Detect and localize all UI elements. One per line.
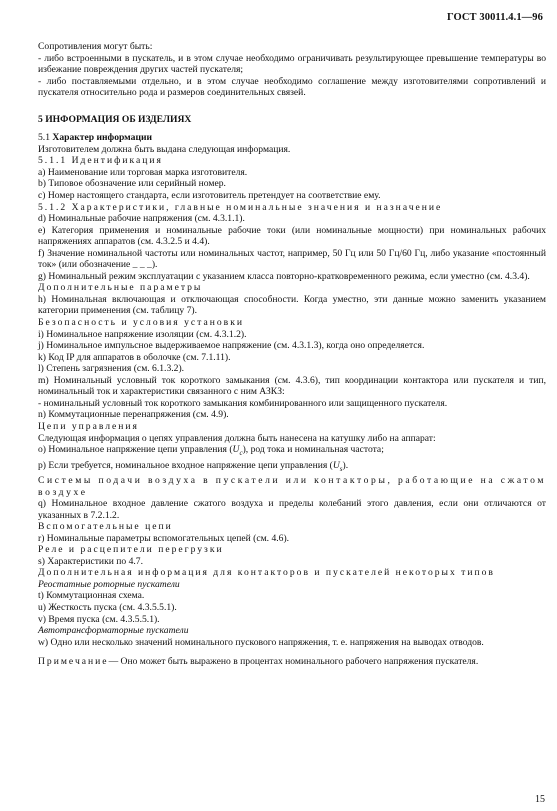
- subsection-number: 5.1: [38, 132, 50, 144]
- list-item: h) Номинальная включающая и отключающая способности. Когда уместно, эти данные можно заменить указанием категории применения (см. таблицу 7).: [38, 293, 546, 317]
- list-item: r) Номинальные параметры вспомогательных цепей (см. 4.6).: [38, 532, 290, 544]
- note: [38, 656, 546, 668]
- text-run: о) Номинальное напряжение цепи управления (: [38, 444, 233, 456]
- list-item: s) Характеристики по 4.7.: [38, 555, 143, 567]
- list-item: n) Коммутационные перенапряжения (см. 4.9).: [38, 409, 229, 421]
- text-run: ), род тока и номинальная частота;: [242, 444, 384, 456]
- list-item: l) Степень загрязнения (см. 6.1.3.2).: [38, 363, 185, 375]
- list-item: v) Время пуска (см. 4.3.5.5.1).: [38, 613, 160, 625]
- symbol-subscript: s: [339, 464, 343, 473]
- list-item: е) Категория применения и номинальные рабочие токи (или номинальные мощности) при номинальных рабочих напряжениях аппаратов (см. 4.3.2.5 и 4.4).: [38, 224, 546, 248]
- list-item: k) Код IP для аппаратов в оболочке (см. 7.1.11).: [38, 351, 231, 363]
- symbol: U: [332, 459, 340, 471]
- list-item: с) Номер настоящего стандарта, если изготовитель претендует на соответствие ему.: [38, 190, 381, 202]
- clause-heading: 5.1.2 Характеристики, главные номинальные значения и назначение: [38, 201, 443, 213]
- text-run: р) Если требуется, номинальное входное напряжение цепи управления (: [38, 459, 333, 471]
- list-item: j) Номинальное импульсное выдерживаемое напряжение (см. 4.3.1.3), когда оно определяется.: [38, 340, 425, 352]
- subgroup-heading: Автотрансформаторные пускатели: [38, 625, 189, 637]
- paragraph: Изготовителем должна быть выдана следующая информация.: [38, 143, 291, 155]
- list-item: d) Номинальные рабочие напряжения (см. 4.3.1.1).: [38, 213, 245, 225]
- list-item: i) Номинальное напряжение изоляции (см. 4.3.1.2).: [38, 328, 247, 340]
- note-label: Примечание: [38, 656, 109, 668]
- list-item: b) Типовое обозначение или серийный номер.: [38, 178, 226, 190]
- group-heading: Системы подачи воздуха в пускатели или контакторы, работающие на сжатом воздухе: [38, 474, 546, 498]
- group-heading: Дополнительные параметры: [38, 282, 203, 294]
- symbol-subscript: c: [239, 448, 243, 457]
- list-item: w) Одно или несколько значений номинального пускового напряжения, т. е. напряжения на выводах отводов.: [38, 636, 484, 648]
- document-body: [38, 41, 546, 668]
- group-heading: Вспомогательные цепи: [38, 521, 173, 533]
- list-item: [38, 444, 546, 459]
- subsection-heading: [38, 132, 546, 144]
- subgroup-heading: Реостатные роторные пускатели: [38, 578, 180, 590]
- group-heading: Дополнительная информация для контакторов и пускателей некоторых типов: [38, 567, 495, 579]
- group-heading: Реле и расцепители перегрузки: [38, 544, 224, 556]
- list-item: t) Коммутационная схема.: [38, 590, 145, 602]
- section-title: 5 ИНФОРМАЦИЯ ОБ ИЗДЕЛИЯХ: [38, 113, 192, 125]
- symbol: U: [232, 444, 240, 456]
- text-run: ).: [342, 459, 349, 471]
- list-item: [38, 460, 546, 475]
- paragraph: - либо поставляемыми отдельно, и в этом случае необходимо соглашение между изготовителями сопротивлений и пускателя относительно рода и размеров соединительных связей.: [38, 75, 546, 99]
- list-item: m) Номинальный условный ток короткого замыкания (см. 4.3.6), тип координации контактора или пускателя и тип, номинальный ток и характеристики связанного с ним АЗКЗ:: [38, 374, 546, 398]
- group-heading: Цепи управления: [38, 420, 139, 432]
- note-text: — Оно может быть выражено в процентах номинального рабочего напряжения пускателя.: [108, 656, 479, 668]
- list-item: q) Номинальное входное давление сжатого воздуха и пределы колебаний этого давления, если они отличаются от указанных в 7.2.1.2.: [38, 498, 546, 521]
- clause-heading: 5.1.1 Идентификация: [38, 155, 163, 167]
- list-item: u) Жесткость пуска (см. 4.3.5.5.1).: [38, 601, 177, 613]
- paragraph: - либо встроенными в пускатель, и в этом случае необходимо ограничивать результирующее превышение температуры во избежание повреждения других частей пускателя;: [38, 52, 546, 76]
- list-item: g) Номинальный режим эксплуатации с указанием класса повторно-кратковременного режима, если уместно (см. 4.3.4).: [38, 270, 530, 282]
- paragraph: Следующая информация о цепях управления должна быть нанесена на катушку либо на аппарат:: [38, 432, 436, 444]
- group-heading: Безопасность и условия установки: [38, 317, 244, 329]
- paragraph: Сопротивления могут быть:: [38, 41, 153, 52]
- document-header: ГОСТ 30011.4.1—96: [446, 12, 543, 23]
- list-item: f) Значение номинальной частоты или номинальных частот, например, 50 Гц или 50 Гц/60 Гц, либо указание «постоянный ток» (или обозначение _ _ _).: [38, 247, 546, 271]
- list-item: - номинальный условный ток короткого замыкания комбинированного или защищенного пускателя.: [38, 397, 448, 409]
- page-number: 15: [535, 794, 545, 805]
- subsection-title: Характер информации: [52, 132, 153, 144]
- list-item: а) Наименование или торговая марка изготовителя.: [38, 166, 248, 178]
